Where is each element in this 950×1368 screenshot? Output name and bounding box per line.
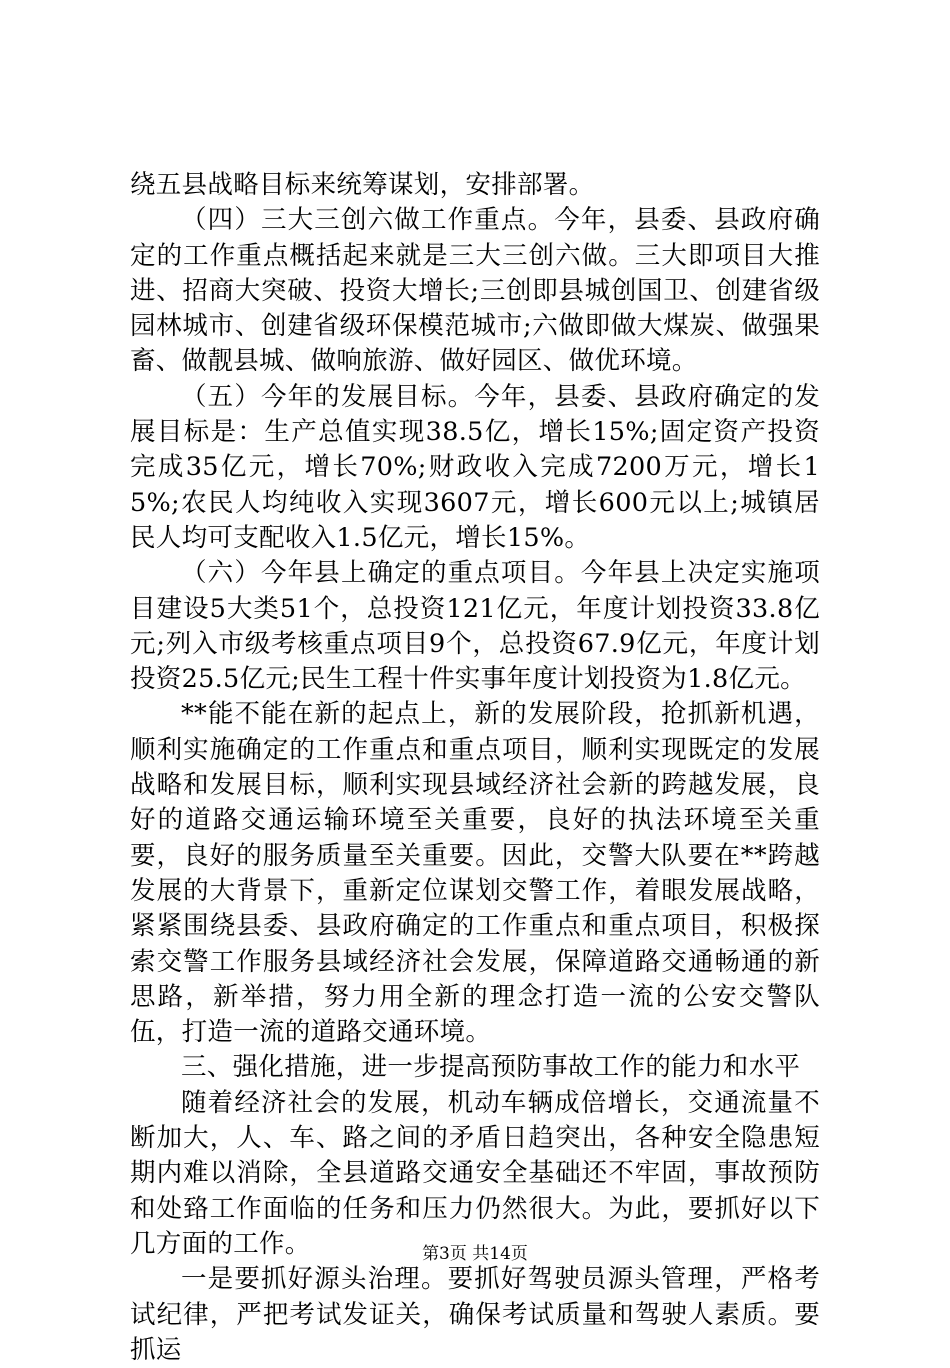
document-body: [130, 168, 820, 1368]
paragraph-source-governance: 一是要抓好源头治理。要抓好驾驶员源头管理，严格考试纪律，严把考试发证关，确保考试质量和驾驶人素质。要抓运: [130, 1264, 820, 1365]
paragraph-continuation: 绕五县战略目标来统筹谋划，安排部署。: [130, 170, 595, 200]
paragraph-traffic-police-strategy: **能不能在新的起点上，新的发展阶段，抢抓新机遇，顺利实施确定的工作重点和重点项目，顺利实现既定的发展战略和发展目标，顺利实现县域经济社会新的跨越发展，良好的道路交通运输环境至关重要，良好的执法环境至关重要，良好的服务质量至关重要。因此，交警大队要在**跨越发展的大背景下，重新定位谋划交警工作，着眼发展战略，紧紧围绕县委、县政府确定的工作重点和重点项目，积极探索交警工作服务县域经济社会发展，保障道路交通畅通的新思路，新举措，努力用全新的理念打造一流的公安交警队伍，打造一流的道路交通环境。: [130, 699, 820, 1048]
page-footer: 第3页 共14页: [422, 1244, 528, 1264]
paragraph-key-projects: （六）今年县上确定的重点项目。今年县上决定实施项目建设5大类51个，总投资121亿元，年度计划投资33.8亿元;列入市级考核重点项目9个，总投资67.9亿元，年度计划投资25.5亿元;民生工程十件实事年度计划投资为1.8亿元。: [130, 558, 820, 695]
section-heading-measures: 三、强化措施，进一步提高预防事故工作的能力和水平: [181, 1052, 801, 1083]
paragraph-development-goals: （五）今年的发展目标。今年，县委、县政府确定的发展目标是：生产总值实现38.5亿，增长15%;固定资产投资完成35亿元，增长70%;财政收入完成7200万元，增长15%;农民人均纯收入实现3607元，增长600元以上;城镇居民人均可支配收入1.5亿元，增长15%。: [130, 381, 820, 553]
paragraph-work-focus: （四）三大三创六做工作重点。今年，县委、县政府确定的工作重点概括起来就是三大三创六做。三大即项目大推进、招商大突破、投资大增长;三创即县城创国卫、创建省级园林城市、创建省级环保模范城市;六做即做大煤炭、做强果畜、做靓县城、做响旅游、做好园区、做优环境。: [130, 205, 820, 377]
paragraph-safety-challenges: 随着经济社会的发展，机动车辆成倍增长，交通流量不断加大，人、车、路之间的矛盾日趋突出，各种安全隐患短期内难以消除，全县道路交通安全基础还不牢固，事故预防和处臵工作面临的任务和压力仍然很大。为此，要抓好以下几方面的工作。: [130, 1087, 820, 1259]
